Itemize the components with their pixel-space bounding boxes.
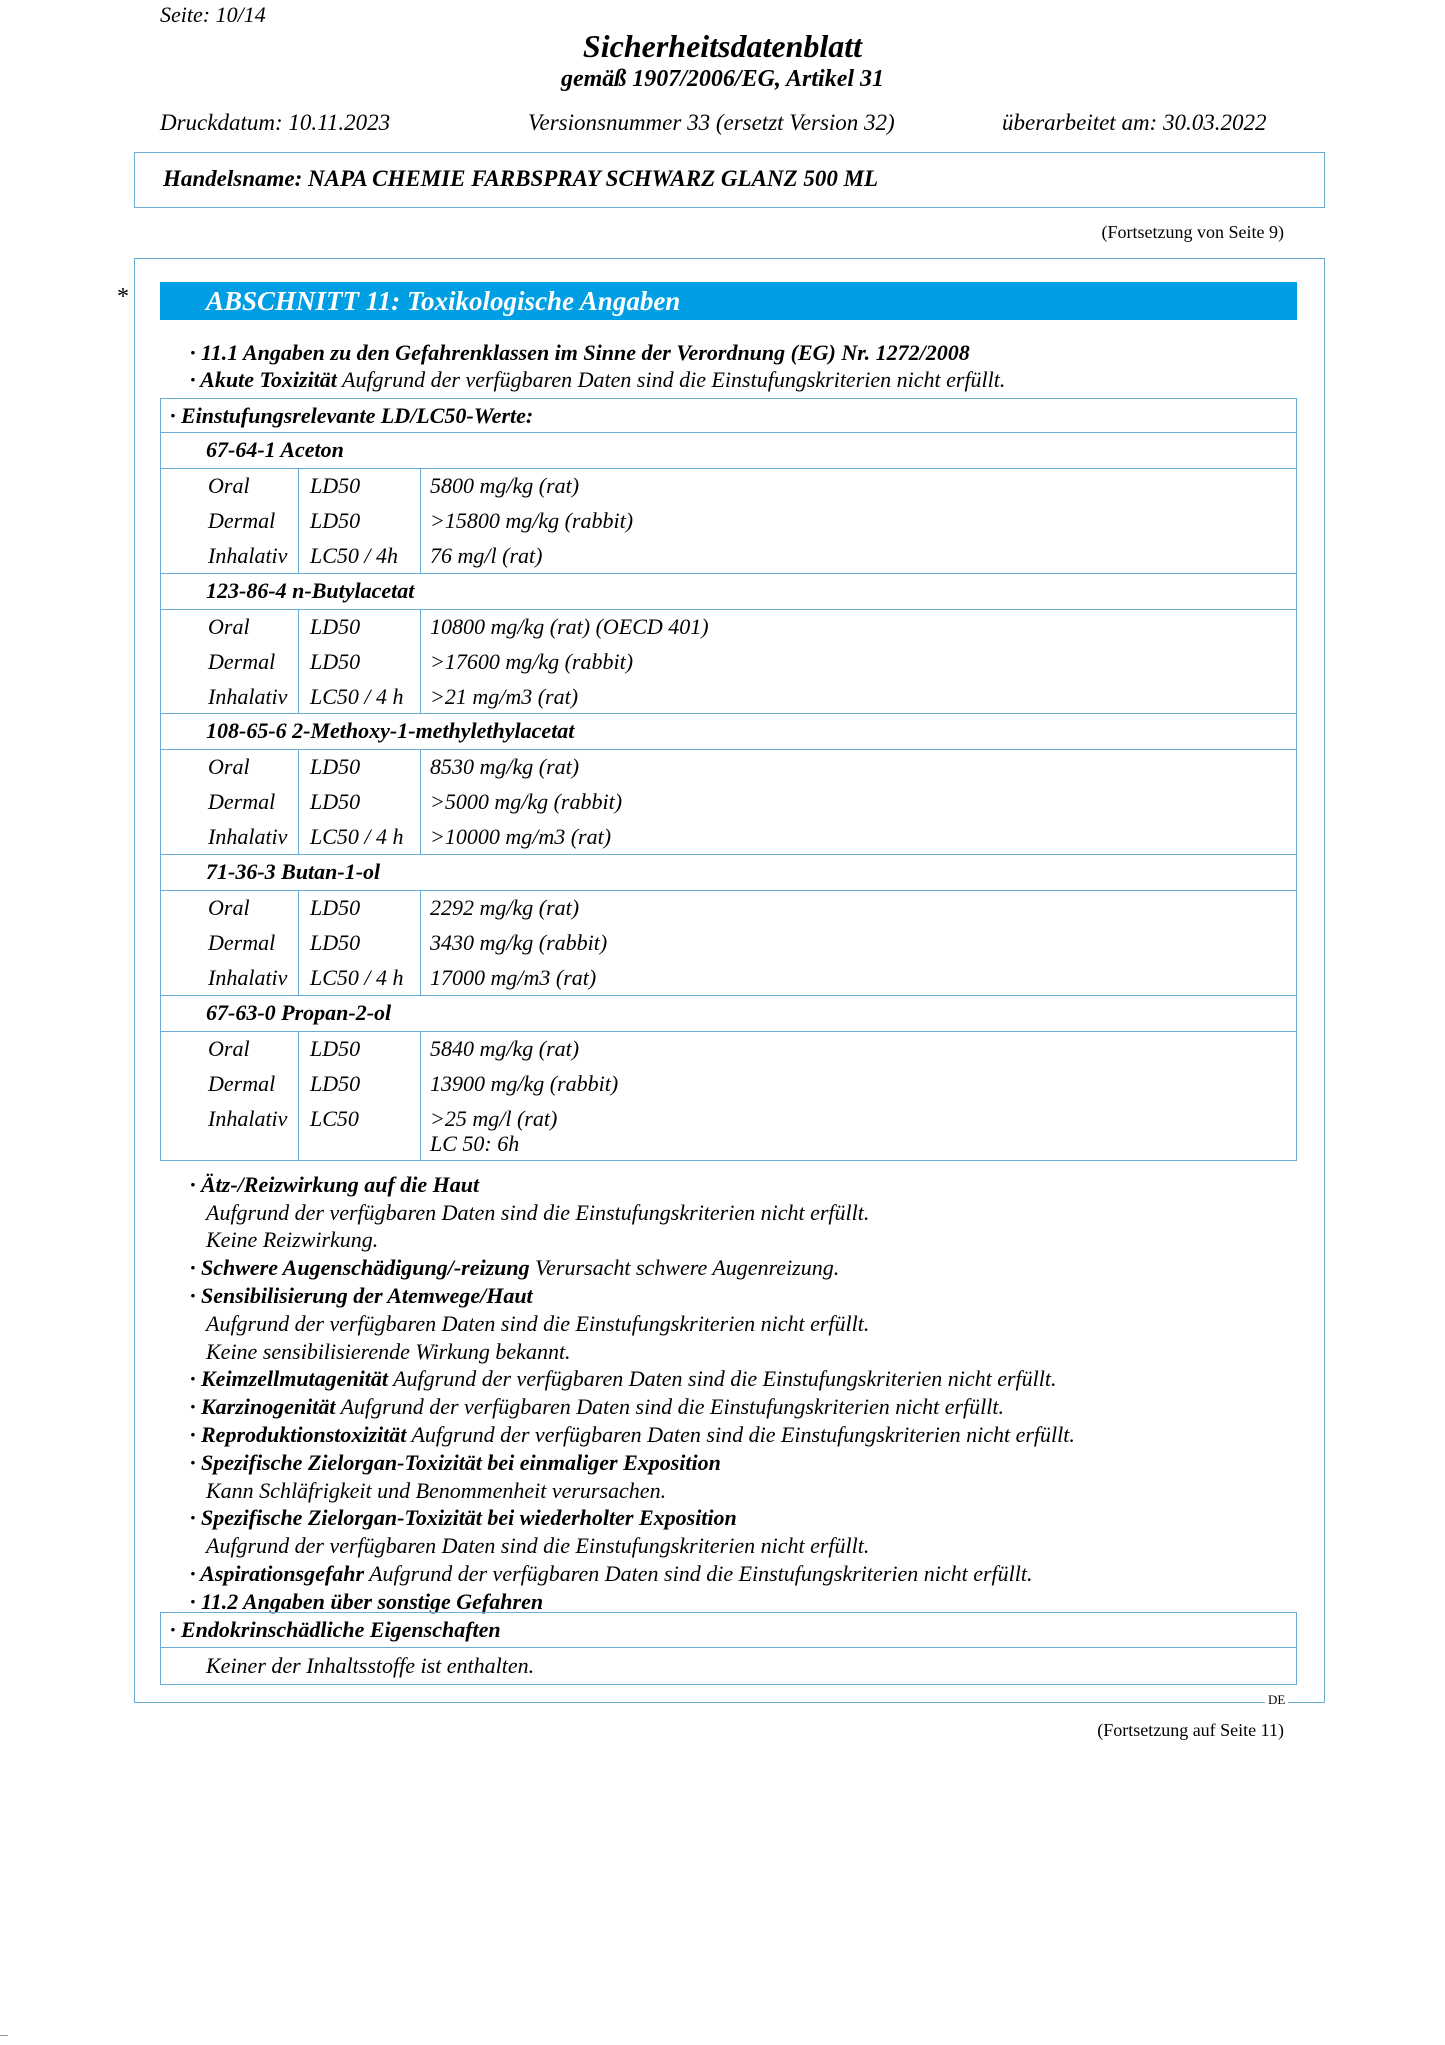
table-column-rule	[298, 750, 299, 854]
type-cell: LC50 / 4h	[310, 543, 399, 568]
continued-from: (Fortsetzung von Seite 9)	[1101, 222, 1284, 242]
table-rule	[160, 890, 1297, 891]
value-cell: 5800 mg/kg (rat)	[430, 473, 580, 498]
type-cell: LC50	[310, 1106, 359, 1131]
eye-damage-label: · Schwere Augenschädigung/-reizung	[190, 1255, 530, 1280]
propan-note: LC 50: 6h	[430, 1131, 520, 1156]
table-rule	[160, 995, 1297, 996]
type-cell: LD50	[310, 649, 361, 674]
type-cell: LC50 / 4 h	[310, 684, 404, 709]
table-column-rule	[298, 469, 299, 573]
route-cell: Inhalativ	[208, 965, 288, 990]
section-heading: ABSCHNITT 11: Toxikologische Angaben	[160, 282, 1297, 320]
reproductive-toxicity-text: Aufgrund der verfügbaren Daten sind die Einstufungskriterien nicht erfüllt.	[406, 1422, 1075, 1447]
skin-irritation-text-2: Keine Reizwirkung.	[206, 1227, 379, 1252]
mutagenicity-label: · Keimzellmutagenität	[190, 1366, 389, 1391]
aspiration-hazard-text: Aufgrund der verfügbaren Daten sind die Einstufungskriterien nicht erfüllt.	[364, 1561, 1033, 1586]
sensitisation-text-2: Keine sensibilisierende Wirkung bekannt.	[206, 1339, 571, 1364]
value-cell: >15800 mg/kg (rabbit)	[430, 508, 634, 533]
acute-toxicity-label: · Akute Toxizität	[190, 367, 337, 392]
stot-single-text: Kann Schläfrigkeit und Benommenheit verursachen.	[206, 1478, 667, 1503]
skin-irritation-label: · Ätz-/Reizwirkung auf die Haut	[190, 1172, 480, 1197]
carcinogenicity-label: · Karzinogenität	[190, 1394, 336, 1419]
print-date: Druckdatum: 10.11.2023	[160, 110, 391, 135]
skin-irritation-text-1: Aufgrund der verfügbaren Daten sind die Einstufungskriterien nicht erfüllt.	[206, 1200, 870, 1225]
substance-name: 108-65-6 2-Methoxy-1-methylethylacetat	[206, 718, 575, 743]
carcinogenicity-text: Aufgrund der verfügbaren Daten sind die Einstufungskriterien nicht erfüllt.	[335, 1394, 1004, 1419]
stot-repeated-label: · Spezifische Zielorgan-Toxizität bei wiederholter Exposition	[190, 1505, 737, 1530]
route-cell: Oral	[208, 895, 250, 920]
reproductive-toxicity-label: · Reproduktionstoxizität	[190, 1422, 407, 1447]
aspiration-hazard-label: · Aspirationsgefahr	[190, 1561, 365, 1586]
eye-damage	[190, 1254, 839, 1282]
type-cell: LD50	[310, 473, 361, 498]
revision-date: überarbeitet am: 30.03.2022	[1002, 110, 1267, 135]
value-cell: 5840 mg/kg (rat)	[430, 1036, 580, 1061]
value-cell: >10000 mg/m3 (rat)	[430, 824, 612, 849]
route-cell: Inhalativ	[208, 824, 288, 849]
section-11-1-heading: · 11.1 Angaben zu den Gefahrenklassen im Sinne der Verordnung (EG) Nr. 1272/2008	[190, 340, 970, 365]
table-rule	[160, 713, 1297, 714]
route-cell: Oral	[208, 473, 250, 498]
type-cell: LD50	[310, 614, 361, 639]
route-cell: Dermal	[208, 930, 276, 955]
table-column-rule	[298, 1032, 299, 1161]
substance-name: 67-64-1 Aceton	[206, 437, 344, 462]
acute-toxicity	[190, 366, 1005, 394]
route-cell: Dermal	[208, 789, 276, 814]
sensitisation-text-1: Aufgrund der verfügbaren Daten sind die Einstufungskriterien nicht erfüllt.	[206, 1311, 870, 1336]
value-cell: 76 mg/l (rat)	[430, 543, 543, 568]
section-11-2-heading: · 11.2 Angaben über sonstige Gefahren	[190, 1589, 544, 1614]
table-column-rule	[420, 891, 421, 995]
value-cell: >21 mg/m3 (rat)	[430, 684, 579, 709]
substance-name: 67-63-0 Propan-2-ol	[206, 1000, 392, 1025]
route-cell: Oral	[208, 1036, 250, 1061]
substance-name: 71-36-3 Butan-1-ol	[206, 859, 381, 884]
table-column-rule	[420, 610, 421, 713]
table-column-rule	[298, 891, 299, 995]
route-cell: Dermal	[208, 508, 276, 533]
reproductive-toxicity	[190, 1421, 1075, 1449]
stot-single-label: · Spezifische Zielorgan-Toxizität bei einmaliger Exposition	[190, 1450, 721, 1475]
type-cell: LD50	[310, 508, 361, 533]
continued-to: (Fortsetzung auf Seite 11)	[1097, 1720, 1284, 1740]
substance-name: 123-86-4 n-Butylacetat	[206, 578, 415, 603]
document-subtitle: gemäß 1907/2006/EG, Artikel 31	[560, 66, 885, 92]
route-cell: Dermal	[208, 649, 276, 674]
page-edge-mark	[0, 2035, 8, 2036]
table-column-rule	[420, 750, 421, 854]
stot-repeated-text: Aufgrund der verfügbaren Daten sind die Einstufungskriterien nicht erfüllt.	[206, 1533, 870, 1558]
revision-marker: *	[117, 284, 129, 310]
value-cell: >5000 mg/kg (rabbit)	[430, 789, 623, 814]
type-cell: LC50 / 4 h	[310, 824, 404, 849]
route-cell: Oral	[208, 614, 250, 639]
eye-damage-text: Verursacht schwere Augenreizung.	[529, 1255, 840, 1280]
sensitisation-label: · Sensibilisierung der Atemwege/Haut	[190, 1283, 533, 1308]
table-rule	[160, 1031, 1297, 1032]
trade-name: Handelsname: NAPA CHEMIE FARBSPRAY SCHWARZ GLANZ 500 ML	[163, 166, 879, 191]
value-cell: 2292 mg/kg (rat)	[430, 895, 580, 920]
type-cell: LD50	[310, 754, 361, 779]
aspiration-hazard	[190, 1560, 1033, 1588]
route-cell: Inhalativ	[208, 543, 288, 568]
type-cell: LD50	[310, 930, 361, 955]
ld-lc50-header: · Einstufungsrelevante LD/LC50-Werte:	[170, 403, 534, 428]
value-cell: 8530 mg/kg (rat)	[430, 754, 580, 779]
document-title: Sicherheitsdatenblatt	[582, 28, 863, 64]
table-rule	[160, 468, 1297, 469]
table-rule	[160, 432, 1297, 433]
table-column-rule	[298, 610, 299, 713]
type-cell: LD50	[310, 895, 361, 920]
language-tag: DE	[1265, 1692, 1288, 1708]
table-column-rule	[420, 469, 421, 573]
route-cell: Inhalativ	[208, 684, 288, 709]
value-cell: 3430 mg/kg (rabbit)	[430, 930, 608, 955]
route-cell: Oral	[208, 754, 250, 779]
acute-toxicity-text: Aufgrund der verfügbaren Daten sind die Einstufungskriterien nicht erfüllt.	[336, 367, 1006, 392]
version-number: Versionsnummer 33 (ersetzt Version 32)	[528, 110, 895, 135]
table-rule	[160, 573, 1297, 574]
route-cell: Inhalativ	[208, 1106, 288, 1131]
table-column-rule	[420, 1032, 421, 1161]
table-rule	[160, 854, 1297, 855]
value-cell: >25 mg/l (rat)	[430, 1106, 558, 1131]
table-rule	[160, 749, 1297, 750]
type-cell: LD50	[310, 1036, 361, 1061]
endocrine-label: · Endokrinschädliche Eigenschaften	[170, 1617, 501, 1642]
carcinogenicity	[190, 1393, 1004, 1421]
page-number: Seite: 10/14	[160, 2, 266, 27]
mutagenicity-text: Aufgrund der verfügbaren Daten sind die Einstufungskriterien nicht erfüllt.	[388, 1366, 1057, 1391]
mutagenicity	[190, 1365, 1057, 1393]
value-cell: >17600 mg/kg (rabbit)	[430, 649, 634, 674]
table-rule	[160, 609, 1297, 610]
route-cell: Dermal	[208, 1071, 276, 1096]
value-cell: 17000 mg/m3 (rat)	[430, 965, 597, 990]
value-cell: 10800 mg/kg (rat) (OECD 401)	[430, 614, 709, 639]
type-cell: LD50	[310, 1071, 361, 1096]
type-cell: LC50 / 4 h	[310, 965, 404, 990]
endocrine-text: Keiner der Inhaltsstoffe ist enthalten.	[206, 1653, 535, 1678]
type-cell: LD50	[310, 789, 361, 814]
value-cell: 13900 mg/kg (rabbit)	[430, 1071, 619, 1096]
